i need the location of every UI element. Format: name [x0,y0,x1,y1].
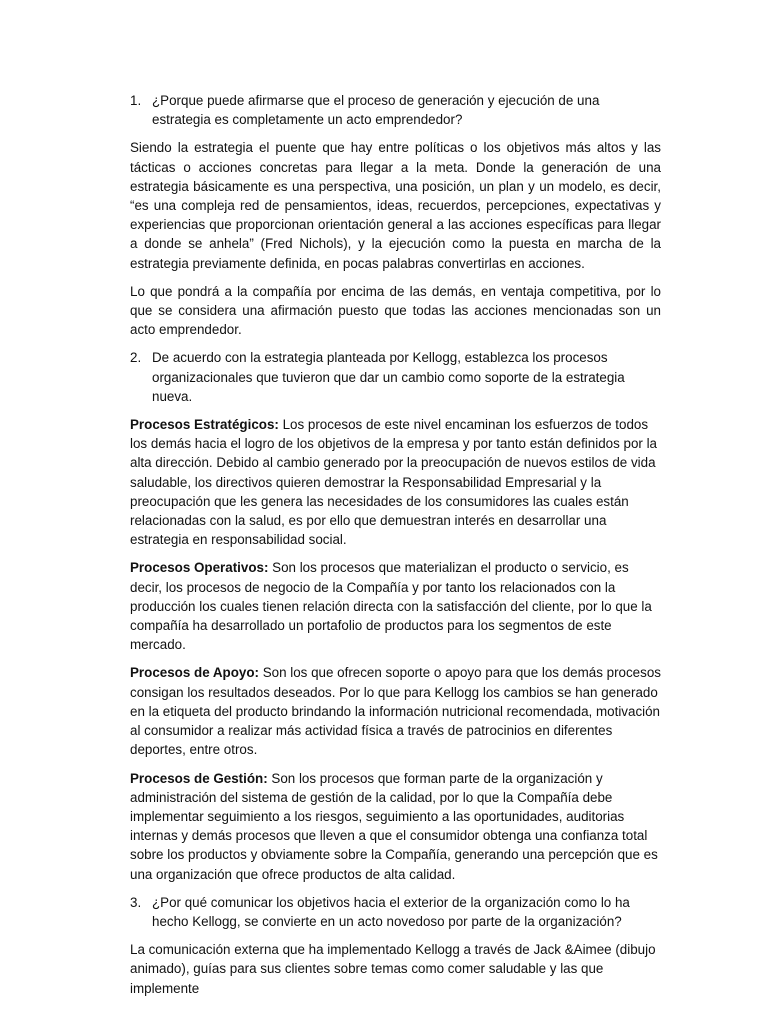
question-2 [130,348,661,406]
question-1-text: ¿Porque puede afirmarse que el proceso de generación y ejecución de una estrategia es completamente un acto emprendedor? [152,93,600,128]
question-3-number: 3. [130,894,142,910]
question-3-text: ¿Por qué comunicar los objetivos hacia el exterior de la organización como lo ha hecho Kellogg, se convierte en un acto novedoso por parte de la organización? [152,894,630,929]
procesos-estrategicos-paragraph [130,415,661,549]
procesos-gestion-text: Son los procesos que forman parte de la organización y administración del sistema de gestión de la calidad, por lo que la Compañía debe implementar seguimiento a los riesgos, seguimiento a las oportunidades, auditorias internas y demás procesos que lleven a que el consumidor obtenga una confianza total sobre los productos y obviamente sobre la Compañía, generando una percepción que es una organización que ofrece productos de alta calidad. [130,770,658,882]
question-2-number: 2. [130,350,142,366]
answer-3-paragraph-1: La comunicación externa que ha implementado Kellogg a través de Jack &Aimee (dibujo animado), guías para sus clientes sobre temas como comer saludable y las que implemente [130,942,656,996]
procesos-gestion-label: Procesos de Gestión: [130,770,268,786]
procesos-apoyo-text: Son los que ofrecen soporte o apoyo para que los demás procesos consigan los resultados deseados. Por lo que para Kellogg los cambios se han generado en la etiqueta del producto brindando la información nutricional recomendada, motivación al consumidor a realizar más actividad física a través de patrocinios en diferentes deportes, entre otros. [130,665,661,758]
procesos-apoyo-label: Procesos de Apoyo: [130,665,259,681]
question-3 [130,893,661,931]
document-page [130,91,661,1007]
procesos-operativos-paragraph [130,558,661,654]
procesos-estrategicos-label: Procesos Estratégicos: [130,417,279,433]
procesos-operativos-label: Procesos Operativos: [130,560,269,576]
procesos-estrategicos-text: Los procesos de este nivel encaminan los esfuerzos de todos los demás hacia el logro de los objetivos de la empresa y por tanto están definidos por la alta dirección. Debido al cambio generado por la preocupación de nuevos estilos de vida saludable, los directivos quieren demostrar la Responsabilidad Empresarial y la preocupación que les genera las necesidades de los consumidores las cuales están relacionadas con la salud, es por ello que demuestran interés en desarrollar una estrategia en responsabilidad social. [130,417,658,548]
answer-1-paragraph-1: Siendo la estrategia el puente que hay entre políticas o los objetivos más altos y las tácticas o acciones concretas para llegar a la meta. Donde la generación de una estrategia básicamente es una perspectiva, una posición, un plan y un modelo, es decir, “es una compleja red de pensamientos, ideas, recuerdos, percepciones, expectativas y experiencias que proporcionan orientación general a las acciones específicas para llegar a donde se anhela” (Fred Nichols), y la ejecución como la puesta en marcha de la estrategia previamente definida, en pocas palabras convertirlas en acciones. [130,140,661,271]
answer-1-paragraph-2: Lo que pondrá a la compañía por encima de las demás, en ventaja competitiva, por lo que se considera una afirmación puesto que todas las acciones mencionadas son un acto emprendedor. [130,283,661,338]
question-1-number: 1. [130,93,142,108]
question-2-text: De acuerdo con la estrategia planteada por Kellogg, establezca los procesos organizacionales que tuvieron que dar un cambio como soporte de la estrategia nueva. [152,350,625,404]
procesos-operativos-text: Son los procesos que materializan el producto o servicio, es decir, los procesos de negocio de la Compañía y por tanto los relacionados con la producción los cuales tienen relación directa con la satisfacción del cliente, por lo que la compañía ha desarrollado un portafolio de productos para los segmentos de este mercado. [130,560,652,653]
procesos-gestion-paragraph [130,769,661,884]
question-1 [130,91,661,129]
procesos-apoyo-paragraph [130,663,661,759]
